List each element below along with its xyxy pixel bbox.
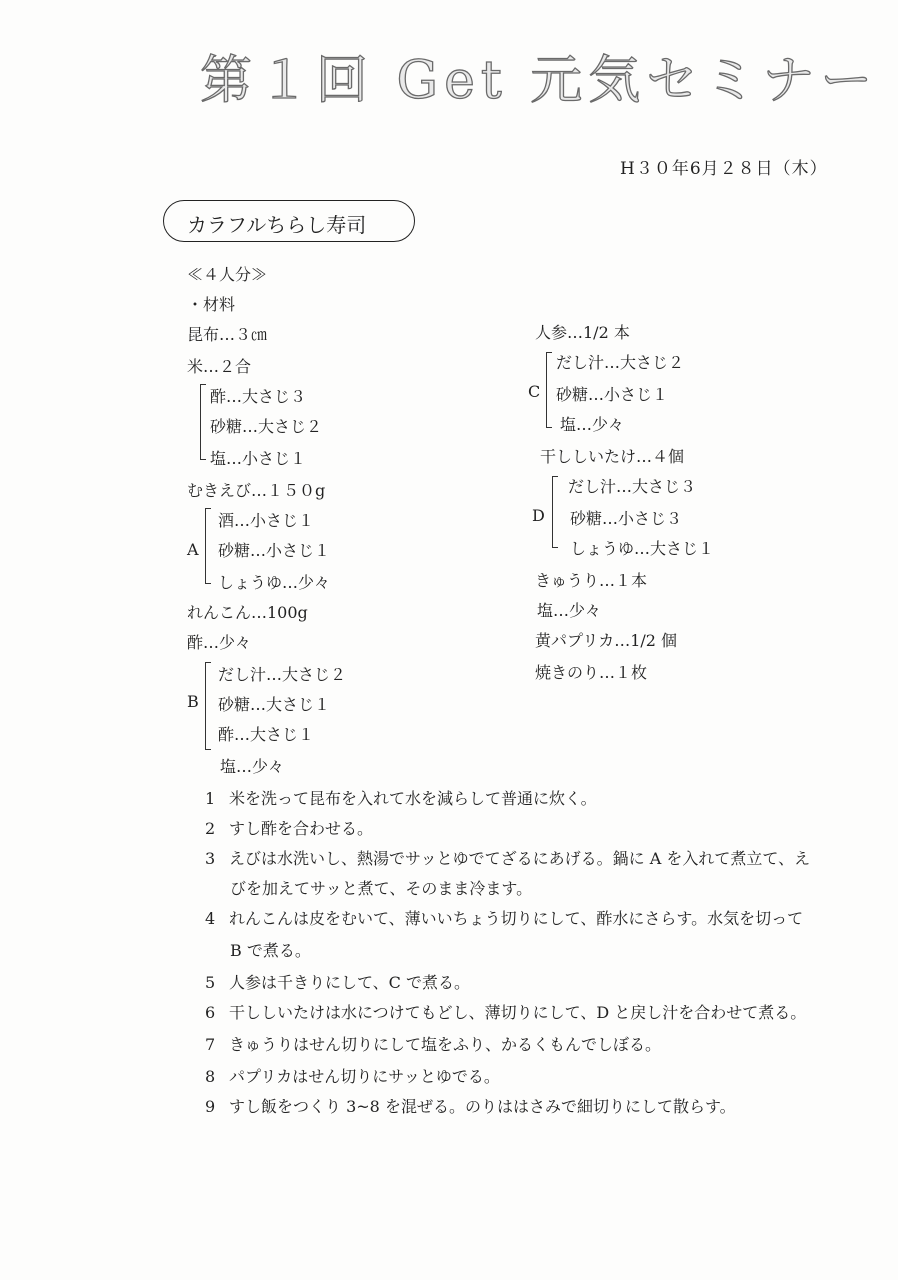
step-number: 8: [205, 1067, 216, 1086]
ingredient-su-b: 酢…大さじ１: [218, 725, 315, 744]
seminar-title: 第１回 Get 元気セミナー: [200, 51, 879, 111]
ingredient-soy-a: しょうゆ…少々: [218, 573, 331, 592]
ingredient-sugar: 砂糖…大さじ２: [210, 417, 323, 436]
step-text: パプリカはせん切りにサッとゆでる。: [229, 1067, 500, 1086]
step-text: 人参は千きりにして、C で煮る。: [229, 973, 471, 992]
step-7: [205, 1032, 661, 1055]
ingredient-sugar-d: 砂糖…小さじ３: [570, 509, 683, 528]
step-number: 4: [205, 909, 216, 928]
step-text: すし酢を合わせる。: [229, 819, 374, 838]
step-text: すし飯をつくり 3~8 を混ぜる。のりははさみで細切りにして散らす。: [229, 1097, 736, 1116]
step-number: 7: [205, 1035, 216, 1054]
ingredient-shiitake: 干ししいたけ…４個: [540, 447, 685, 466]
ingredient-salt: 塩…小さじ１: [210, 449, 307, 468]
ingredient-shrimp: むきえび…１５０g: [187, 481, 326, 500]
ingredient-salt-cucumber: 塩…少々: [537, 601, 602, 620]
sushi-vinegar-brace: [200, 384, 206, 460]
step-9: [205, 1094, 736, 1117]
group-a-brace: [205, 508, 211, 584]
step-3-continued: びを加えてサッと煮て、そのまま冷ます。: [230, 879, 533, 898]
recipe-title: カラフルちらし寿司: [187, 213, 367, 237]
ingredient-paprika: 黄パプリカ…1/2 個: [535, 631, 678, 650]
ingredient-carrot: 人参…1/2 本: [535, 323, 630, 342]
ingredients-heading: ・材料: [187, 295, 236, 314]
group-b-brace: [205, 662, 211, 750]
ingredient-dashi-b: だし汁…大さじ２: [218, 665, 347, 684]
ingredient-sugar-b: 砂糖…大さじ１: [218, 695, 331, 714]
group-d-label: D: [532, 506, 545, 525]
step-text: えびは水洗いし、熱湯でサッとゆでてざるにあげる。鍋に A を入れて煮立て、え: [229, 849, 811, 868]
step-number: 5: [205, 973, 216, 992]
ingredient-salt-c: 塩…少々: [560, 415, 625, 434]
step-8: [205, 1064, 500, 1087]
ingredient-konbu: 昆布…３㎝: [187, 325, 268, 344]
step-text: 米を洗って昆布を入れて水を減らして普通に炊く。: [229, 789, 597, 808]
ingredient-renkon: れんこん…100g: [187, 603, 308, 622]
step-number: 3: [205, 849, 216, 868]
group-a-label: A: [187, 540, 199, 559]
ingredient-cucumber: きゅうり…１本: [535, 571, 648, 590]
step-number: 9: [205, 1097, 216, 1116]
step-number: 1: [205, 789, 216, 808]
ingredient-dashi-c: だし汁…大さじ２: [556, 353, 685, 372]
ingredient-rice: 米…２合: [187, 357, 252, 376]
step-2: [205, 816, 373, 839]
ingredient-su: 酢…大さじ３: [210, 387, 307, 406]
seminar-date: H３０年6月２８日（木）: [620, 159, 828, 179]
group-b-label: B: [187, 692, 199, 711]
ingredient-salt-b: 塩…少々: [220, 757, 285, 776]
step-text: 干ししいたけは水につけてもどし、薄切りにして、D と戻し汁を合わせて煮る。: [229, 1003, 807, 1022]
ingredient-sake: 酒…小さじ１: [218, 511, 315, 530]
servings: ≪４人分≫: [187, 265, 268, 284]
step-4: [205, 906, 803, 929]
step-number: 2: [205, 819, 216, 838]
step-number: 6: [205, 1003, 216, 1022]
step-5: [205, 970, 470, 993]
step-1: [205, 786, 597, 809]
ingredient-nori: 焼きのり…１枚: [535, 663, 648, 682]
group-c-label: C: [528, 382, 541, 401]
ingredient-dashi-d: だし汁…大さじ３: [568, 477, 697, 496]
step-6: [205, 1000, 806, 1023]
step-text: れんこんは皮をむいて、薄いいちょう切りにして、酢水にさらす。水気を切って: [229, 909, 804, 928]
ingredient-soy-d: しょうゆ…大さじ１: [570, 539, 715, 558]
group-d-brace: [552, 476, 558, 548]
group-c-brace: [546, 352, 552, 428]
step-3: [205, 846, 810, 869]
ingredient-sugar-c: 砂糖…小さじ１: [556, 385, 669, 404]
step-text: きゅうりはせん切りにして塩をふり、かるくもんでしぼる。: [229, 1035, 662, 1054]
ingredient-vinegar: 酢…少々: [187, 633, 252, 652]
step-4-continued: B で煮る。: [230, 941, 311, 960]
ingredient-sugar-a: 砂糖…小さじ１: [218, 541, 331, 560]
